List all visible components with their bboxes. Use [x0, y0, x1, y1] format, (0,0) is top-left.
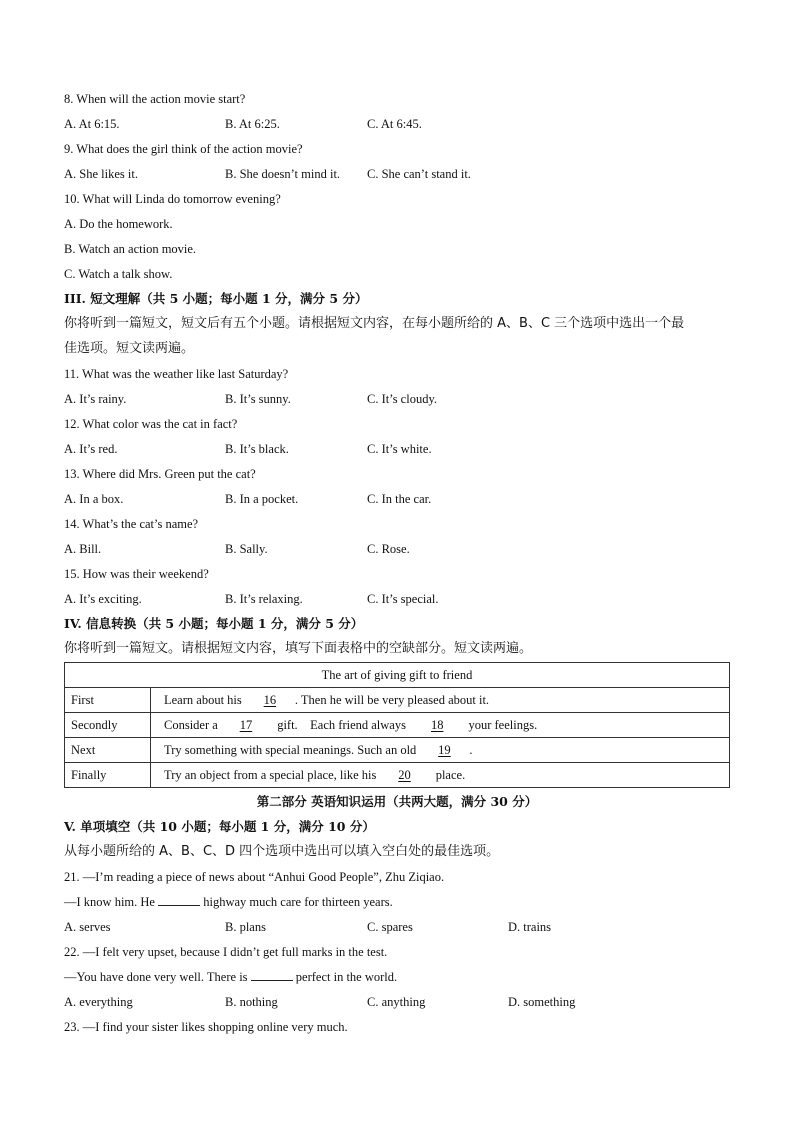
q15-option-b: B. It’s relaxing.: [225, 592, 303, 606]
q8-option-b: B. At 6:25.: [225, 117, 280, 131]
q22-blank[interactable]: [251, 969, 293, 981]
q21-option-b: B. plans: [225, 920, 266, 934]
q22-option-d: D. something: [508, 995, 576, 1009]
blank-17[interactable]: 17: [239, 717, 253, 732]
row-text: Try something with special meanings. Such an old: [164, 742, 420, 757]
section-3-heading: III. 短文理解（共 5 小题；每小题 1 分，满分 5 分）: [64, 291, 368, 306]
part-2-heading: 第二部分 英语知识运用（共两大题，满分 30 分）: [256, 794, 538, 809]
row-text: Try an object from a special place, like his: [164, 767, 380, 782]
row-value: [151, 688, 730, 713]
question-13: 13. Where did Mrs. Green put the cat?: [64, 467, 256, 481]
blank-20[interactable]: 20: [398, 767, 411, 782]
section-4-instruction: 你将听到一篇短文。请根据短文内容，填写下面表格中的空缺部分。短文读两遍。: [64, 641, 533, 656]
table-row: [65, 763, 730, 788]
row-text: . Then he will be very pleased about it.: [294, 692, 490, 707]
row-key: Finally: [65, 763, 151, 788]
row-text: Consider a: [164, 717, 221, 732]
question-9: 9. What does the girl think of the action movie?: [64, 142, 303, 156]
q21-option-c: C. spares: [367, 920, 413, 934]
table-title: The art of giving gift to friend: [65, 663, 730, 688]
section-4-heading: IV. 信息转换（共 5 小题；每小题 1 分，满分 5 分）: [64, 616, 364, 631]
table-row: [65, 738, 730, 763]
q9-option-b: B. She doesn’t mind it.: [225, 167, 341, 181]
q14-option-a: A. Bill.: [64, 542, 102, 556]
row-text: your feelings.: [462, 717, 538, 732]
q21-blank[interactable]: [158, 894, 200, 906]
q8-option-c: C. At 6:45.: [367, 117, 422, 131]
section-3-instruction-1: 你将听到一篇短文，短文后有五个小题。请根据短文内容，在每小题所给的 A、B、C 三个选项中选出一个最: [64, 316, 685, 331]
row-value: [151, 738, 730, 763]
row-text: place.: [429, 767, 466, 782]
q15-option-a: A. It’s exciting.: [64, 592, 142, 606]
blank-16[interactable]: 16: [263, 692, 277, 707]
q22-text: perfect in the world.: [295, 970, 398, 984]
section-3-instruction-2: 佳选项。短文读两遍。: [64, 341, 195, 356]
question-10: 10. What will Linda do tomorrow evening?: [64, 192, 281, 206]
q10-option-c: C. Watch a talk show.: [64, 267, 173, 281]
question-8: 8. When will the action movie start?: [64, 92, 246, 106]
q12-option-b: B. It’s black.: [225, 442, 289, 456]
q22-option-a: A. everything: [64, 995, 133, 1009]
row-text: .: [469, 742, 473, 757]
section-5-instruction: 从每小题所给的 A、B、C、D 四个选项中选出可以填入空白处的最佳选项。: [64, 844, 500, 859]
question-14: 14. What’s the cat’s name?: [64, 517, 199, 531]
question-15: 15. How was their weekend?: [64, 567, 209, 581]
question-11: 11. What was the weather like last Saturday?: [64, 367, 289, 381]
row-text: Learn about his: [164, 692, 245, 707]
q14-option-c: C. Rose.: [367, 542, 410, 556]
q12-option-a: A. It’s red.: [64, 442, 118, 456]
q15-option-c: C. It’s special.: [367, 592, 439, 606]
q13-option-c: C. In the car.: [367, 492, 432, 506]
q21-text: highway much care for thirteen years.: [203, 895, 393, 909]
question-12: 12. What color was the cat in fact?: [64, 417, 238, 431]
q11-option-a: A. It’s rainy.: [64, 392, 127, 406]
row-key: Next: [65, 738, 151, 763]
q22-option-b: B. nothing: [225, 995, 278, 1009]
row-text: gift. Each friend always: [270, 717, 410, 732]
question-22: 22. —I felt very upset, because I didn’t get full marks in the test.: [64, 945, 388, 959]
blank-19[interactable]: 19: [438, 742, 451, 757]
table-title-row: [65, 663, 730, 688]
q22-text: —You have done very well. There is: [64, 970, 251, 984]
table-row: [65, 713, 730, 738]
blank-18[interactable]: 18: [430, 717, 444, 732]
row-key: Secondly: [65, 713, 151, 738]
q9-option-a: A. She likes it.: [64, 167, 138, 181]
question-21-line-2: [64, 894, 393, 910]
info-table: [64, 662, 730, 788]
question-21: 21. —I’m reading a piece of news about “Anhui Good People”, Zhu Ziqiao.: [64, 870, 445, 884]
row-value: [151, 763, 730, 788]
q21-text: —I know him. He: [64, 895, 159, 909]
q13-option-b: B. In a pocket.: [225, 492, 299, 506]
q14-option-b: B. Sally.: [225, 542, 268, 556]
table-row: [65, 688, 730, 713]
q21-option-a: A. serves: [64, 920, 111, 934]
q10-option-b: B. Watch an action movie.: [64, 242, 197, 256]
q10-option-a: A. Do the homework.: [64, 217, 173, 231]
question-22-line-2: [64, 969, 397, 985]
q13-option-a: A. In a box.: [64, 492, 124, 506]
q11-option-b: B. It’s sunny.: [225, 392, 291, 406]
q8-option-a: A. At 6:15.: [64, 117, 120, 131]
section-5-heading: V. 单项填空（共 10 小题；每小题 1 分，满分 10 分）: [64, 819, 375, 834]
row-value: [151, 713, 730, 738]
question-23: 23. —I find your sister likes shopping online very much.: [64, 1020, 348, 1034]
q22-option-c: C. anything: [367, 995, 426, 1009]
q12-option-c: C. It’s white.: [367, 442, 432, 456]
row-key: First: [65, 688, 151, 713]
q9-option-c: C. She can’t stand it.: [367, 167, 471, 181]
q11-option-c: C. It’s cloudy.: [367, 392, 438, 406]
q21-option-d: D. trains: [508, 920, 552, 934]
